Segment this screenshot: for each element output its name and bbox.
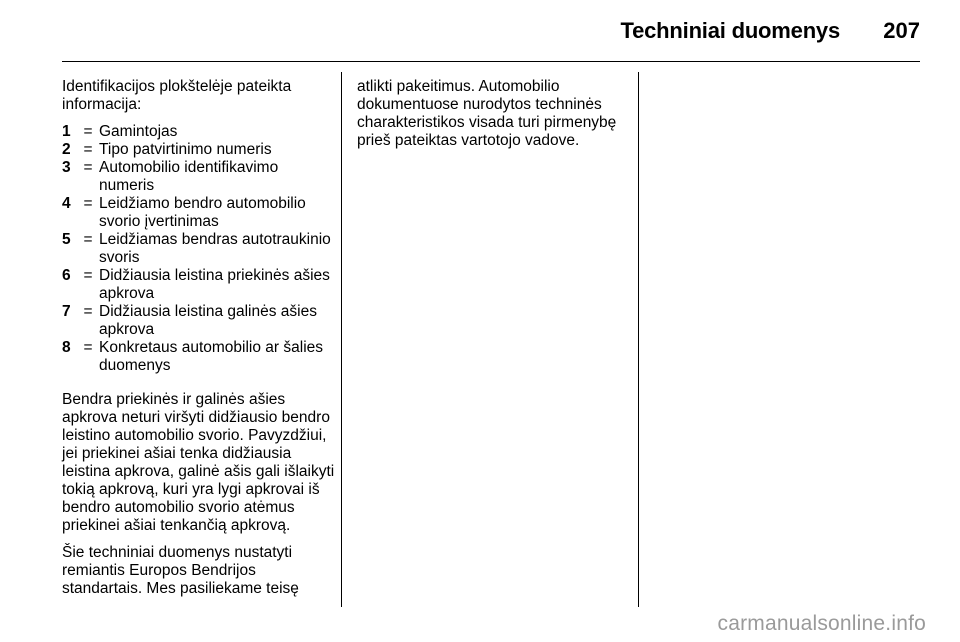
legend-equals: =	[83, 159, 93, 176]
legend-number: 2	[62, 141, 71, 158]
left-column	[62, 78, 337, 598]
legend-number: 1	[62, 123, 71, 140]
standards-paragraph: Šie techniniai duomenys nustatyti remiantis Europos Bendrijos standartais. Mes pasiliekame teisę	[62, 544, 299, 597]
legend-equals: =	[83, 195, 93, 212]
legend-equals: =	[83, 141, 93, 158]
legend-equals: =	[83, 231, 93, 248]
legend-text: Didžiausia leistina galinės ašies apkrova	[99, 303, 317, 338]
page-number: 207	[883, 18, 920, 43]
legend-text: Konkretaus automobilio ar šalies duomenys	[99, 339, 324, 374]
legend-number: 8	[62, 339, 71, 356]
legend-item	[62, 231, 337, 267]
legend-text: Leidžiamas bendras autotraukinio svoris	[99, 231, 331, 266]
legend-equals: =	[83, 303, 93, 320]
header-rule	[62, 61, 920, 62]
legend-number: 6	[62, 267, 71, 284]
plate-legend-list	[62, 123, 337, 375]
legend-text: Tipo patvirtinimo numeris	[99, 141, 272, 158]
legend-number: 3	[62, 159, 71, 176]
legend-number: 7	[62, 303, 71, 320]
legend-item	[62, 123, 337, 141]
changes-paragraph: atlikti pakeitimus. Automobilio dokumentuose nurodytos techninės charakteristikos visada turi pirmenybę prieš pateiktas vartotojo vadove.	[357, 78, 617, 149]
watermark: carmanualsonline.info	[717, 612, 926, 635]
legend-text: Gamintojas	[99, 123, 178, 140]
legend-item	[62, 267, 337, 303]
legend-equals: =	[83, 339, 93, 356]
intro-paragraph: Identifikacijos plokštelėje pateikta informacija:	[62, 78, 292, 113]
legend-number: 5	[62, 231, 71, 248]
legend-item	[62, 159, 337, 195]
legend-item	[62, 339, 337, 375]
legend-text: Automobilio identifikavimo numeris	[99, 159, 279, 194]
axle-load-paragraph: Bendra priekinės ir galinės ašies apkrova neturi viršyti didžiausio bendro leistino automobilio svorio. Pavyzdžiui, jei priekinei ašiai tenka didžiausia leistina apkrova, galinė ašis gali išlaikyti tokią apkrovą, kuri yra lygi apkrovai iš bendro automobilio svorio atėmus priekinei ašiai tenkančią apkrovą.	[62, 391, 335, 534]
legend-number: 4	[62, 195, 71, 212]
legend-item	[62, 141, 337, 159]
legend-text: Leidžiamo bendro automobilio svorio įvertinimas	[99, 195, 306, 230]
column-divider-left	[341, 72, 342, 607]
legend-equals: =	[83, 123, 93, 140]
legend-item	[62, 195, 337, 231]
legend-text: Didžiausia leistina priekinės ašies apkrova	[99, 267, 330, 302]
right-column	[357, 78, 627, 150]
legend-equals: =	[83, 267, 93, 284]
legend-item	[62, 303, 337, 339]
column-divider-right	[638, 72, 639, 607]
page-title: Techniniai duomenys	[620, 18, 840, 43]
